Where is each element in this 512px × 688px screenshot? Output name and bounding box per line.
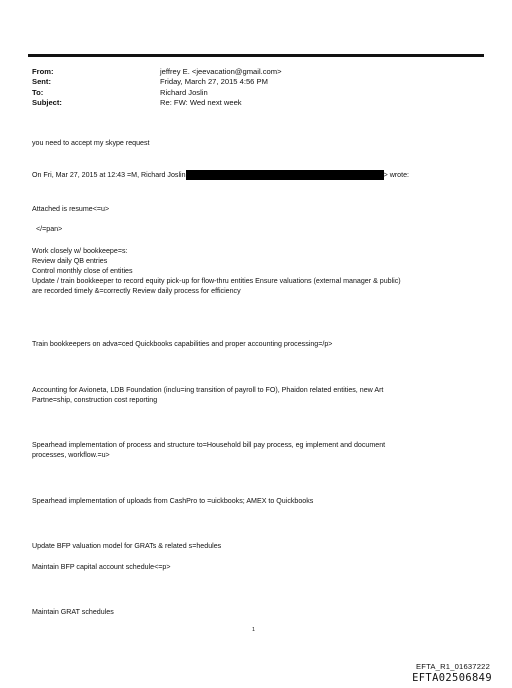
email-header	[32, 67, 472, 109]
attached-line: Attached is resume<=u>	[32, 205, 110, 213]
to-row	[32, 88, 472, 98]
bates-id-secondary: EFTA02506849	[412, 672, 492, 684]
accounting-line: Accounting for Avioneta, LDB Foundation (inclu=ing transition of payroll to FO), Phaidon related entities, new Art	[32, 386, 384, 394]
quote-suffix: > wrote:	[383, 171, 410, 179]
duty-line: Work closely w/ bookkeepe=s:	[32, 247, 128, 255]
bates-id-primary: EFTA_R1_01637222	[416, 662, 490, 671]
reply-text: you need to accept my skype request	[32, 139, 150, 147]
pan-line: </=pan>	[36, 225, 63, 233]
duty-line: are recorded timely &=correctly Review daily process for efficiency	[32, 287, 241, 295]
grat-line: Maintain GRAT schedules	[32, 608, 114, 616]
spearhead-line: processes, workflow.=u>	[32, 451, 110, 459]
page-number: 1	[252, 627, 256, 633]
sent-value: Friday, March 27, 2015 4:56 PM	[160, 77, 268, 87]
subject-label: Subject:	[32, 98, 62, 108]
quote-prefix: On Fri, Mar 27, 2015 at 12:43 =M, Richard Joslin	[32, 171, 186, 179]
to-label: To:	[32, 87, 44, 97]
sent-row	[32, 77, 472, 87]
spearhead-line: Spearhead implementation of process and structure to=Household bill pay process, eg implement and document	[32, 441, 386, 449]
accounting-line: Partne=ship, construction cost reporting	[32, 396, 158, 404]
accounting-block	[32, 385, 472, 405]
subject-value: Re: FW: Wed next week	[160, 98, 242, 108]
subject-row	[32, 98, 472, 108]
quote-line	[32, 170, 472, 180]
duty-line: Control monthly close of entities	[32, 267, 133, 275]
from-value: jeffrey E. <jeevacation@gmail.com>	[160, 67, 282, 76]
duty-line: Review daily QB entries	[32, 257, 108, 265]
to-value: Richard Joslin	[160, 87, 208, 97]
duties-block	[32, 246, 472, 296]
from-label: From:	[32, 67, 54, 76]
train-line: Train bookkeepers on adva=ced Quickbooks capabilities and proper accounting processing=/p>	[32, 340, 333, 348]
bfp-line: Update BFP valuation model for GRATs & related s=hedules	[32, 542, 222, 550]
header-rule	[28, 54, 484, 57]
spearhead-uploads-line: Spearhead implementation of uploads from CashPro to =uickbooks; AMEX to Quickbooks	[32, 497, 314, 505]
from-row	[32, 67, 472, 77]
capital-line: Maintain BFP capital account schedule<=p>	[32, 563, 171, 571]
redaction-box	[186, 170, 384, 180]
duty-line: Update / train bookkeeper to record equity pick-up for flow-thru entities Ensure valuations (external manager & public)	[32, 277, 401, 285]
spearhead-process-block	[32, 440, 472, 460]
sent-label: Sent:	[32, 77, 51, 87]
